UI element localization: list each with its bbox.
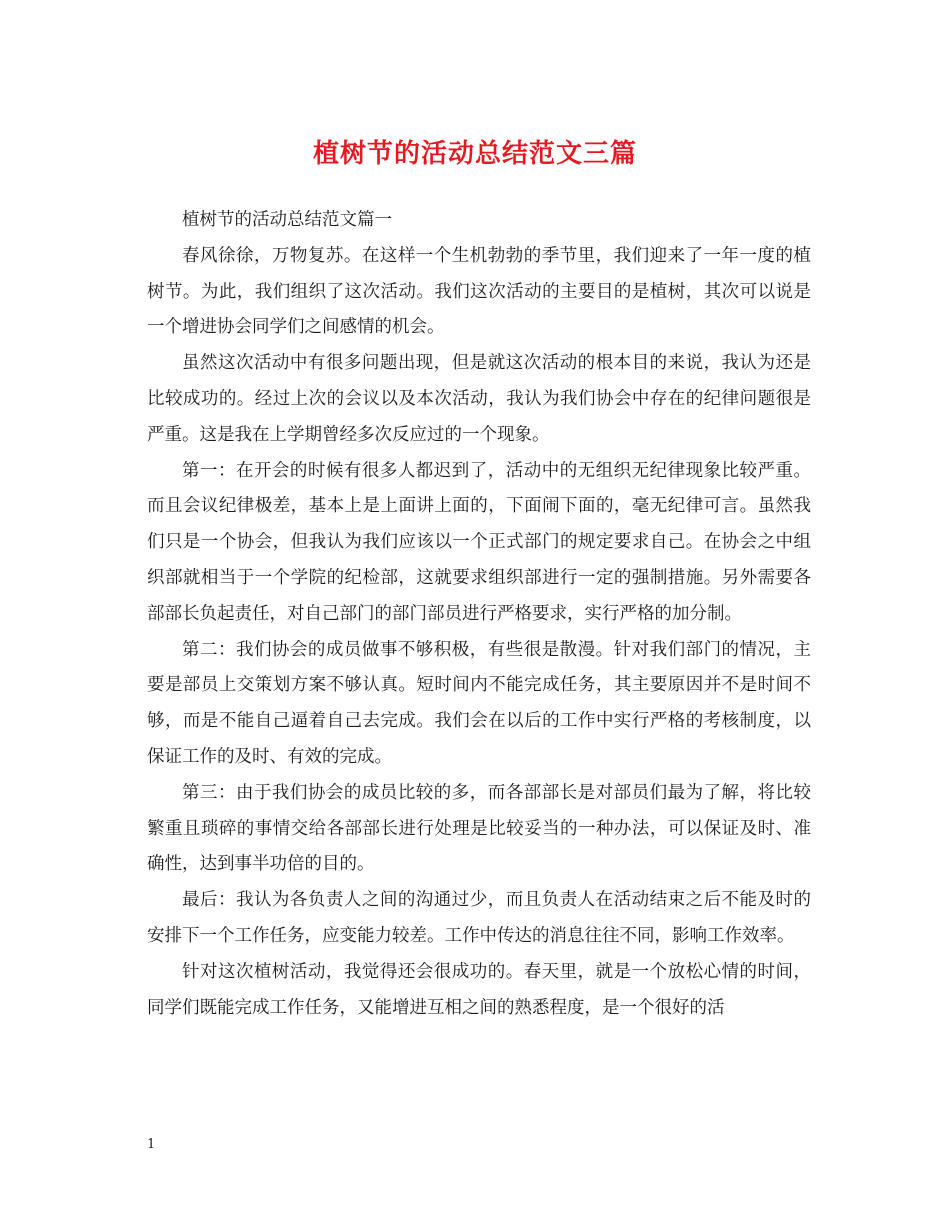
page-number: 1 (147, 1137, 156, 1152)
paragraph: 春风徐徐，万物复苏。在这样一个生机勃勃的季节里，我们迎来了一年一度的植树节。为此，我们组织了这次活动。我们这次活动的主要目的是植树，其次可以说是一个增进协会同学们之间感情的机会。 (147, 245, 811, 338)
paragraph: 针对这次植树活动，我觉得还会很成功的。春天里，就是一个放松心情的时间，同学们既能完成工作任务，又能增进互相之间的熟悉程度，是一个很好的活 (147, 961, 811, 1018)
paragraph: 虽然这次活动中有很多问题出现，但是就这次活动的根本目的来说，我认为还是比较成功的。经过上次的会议以及本次活动，我认为我们协会中存在的纪律问题很是严重。这是我在上学期曾经多次反应过的一个现象。 (147, 353, 811, 445)
paragraph: 第一：在开会的时候有很多人都迟到了，活动中的无组织无纪律现象比较严重。而且会议纪律极差，基本上是上面讲上面的，下面闹下面的，毫无纪律可言。虽然我们只是一个协会，但我认为我们应该以一个正式部门的规定要求自己。在协会之中组织部就相当于一个学院的纪检部，这就要求组织部进行一定的强制措施。另外需要各部部长负起责任，对自己部门的部门部员进行严格要求，实行严格的加分制。 (147, 460, 811, 624)
document-body (147, 203, 811, 1026)
paragraph: 最后：我认为各负责人之间的沟通过少，而且负责人在活动结束之后不能及时的安排下一个工作任务，应变能力较差。工作中传达的消息往往不同，影响工作效率。 (147, 890, 811, 946)
section-heading: 植树节的活动总结范文篇一 (182, 210, 392, 230)
paragraph: 第三：由于我们协会的成员比较的多，而各部部长是对部员们最为了解，将比较繁重且琐碎的事情交给各部部长进行处理是比较妥当的一种办法，可以保证及时、准确性，达到事半功倍的目的。 (147, 782, 811, 875)
document-title: 植树节的活动总结范文三篇 (312, 139, 637, 169)
paragraph: 第二：我们协会的成员做事不够积极，有些很是散漫。针对我们部门的情况，主要是部员上交策划方案不够认真。短时间内不能完成任务，其主要原因并不是时间不够，而是不能自己逼着自己去完成。我们会在以后的工作中实行严格的考核制度，以保证工作的及时、有效的完成。 (147, 639, 811, 767)
